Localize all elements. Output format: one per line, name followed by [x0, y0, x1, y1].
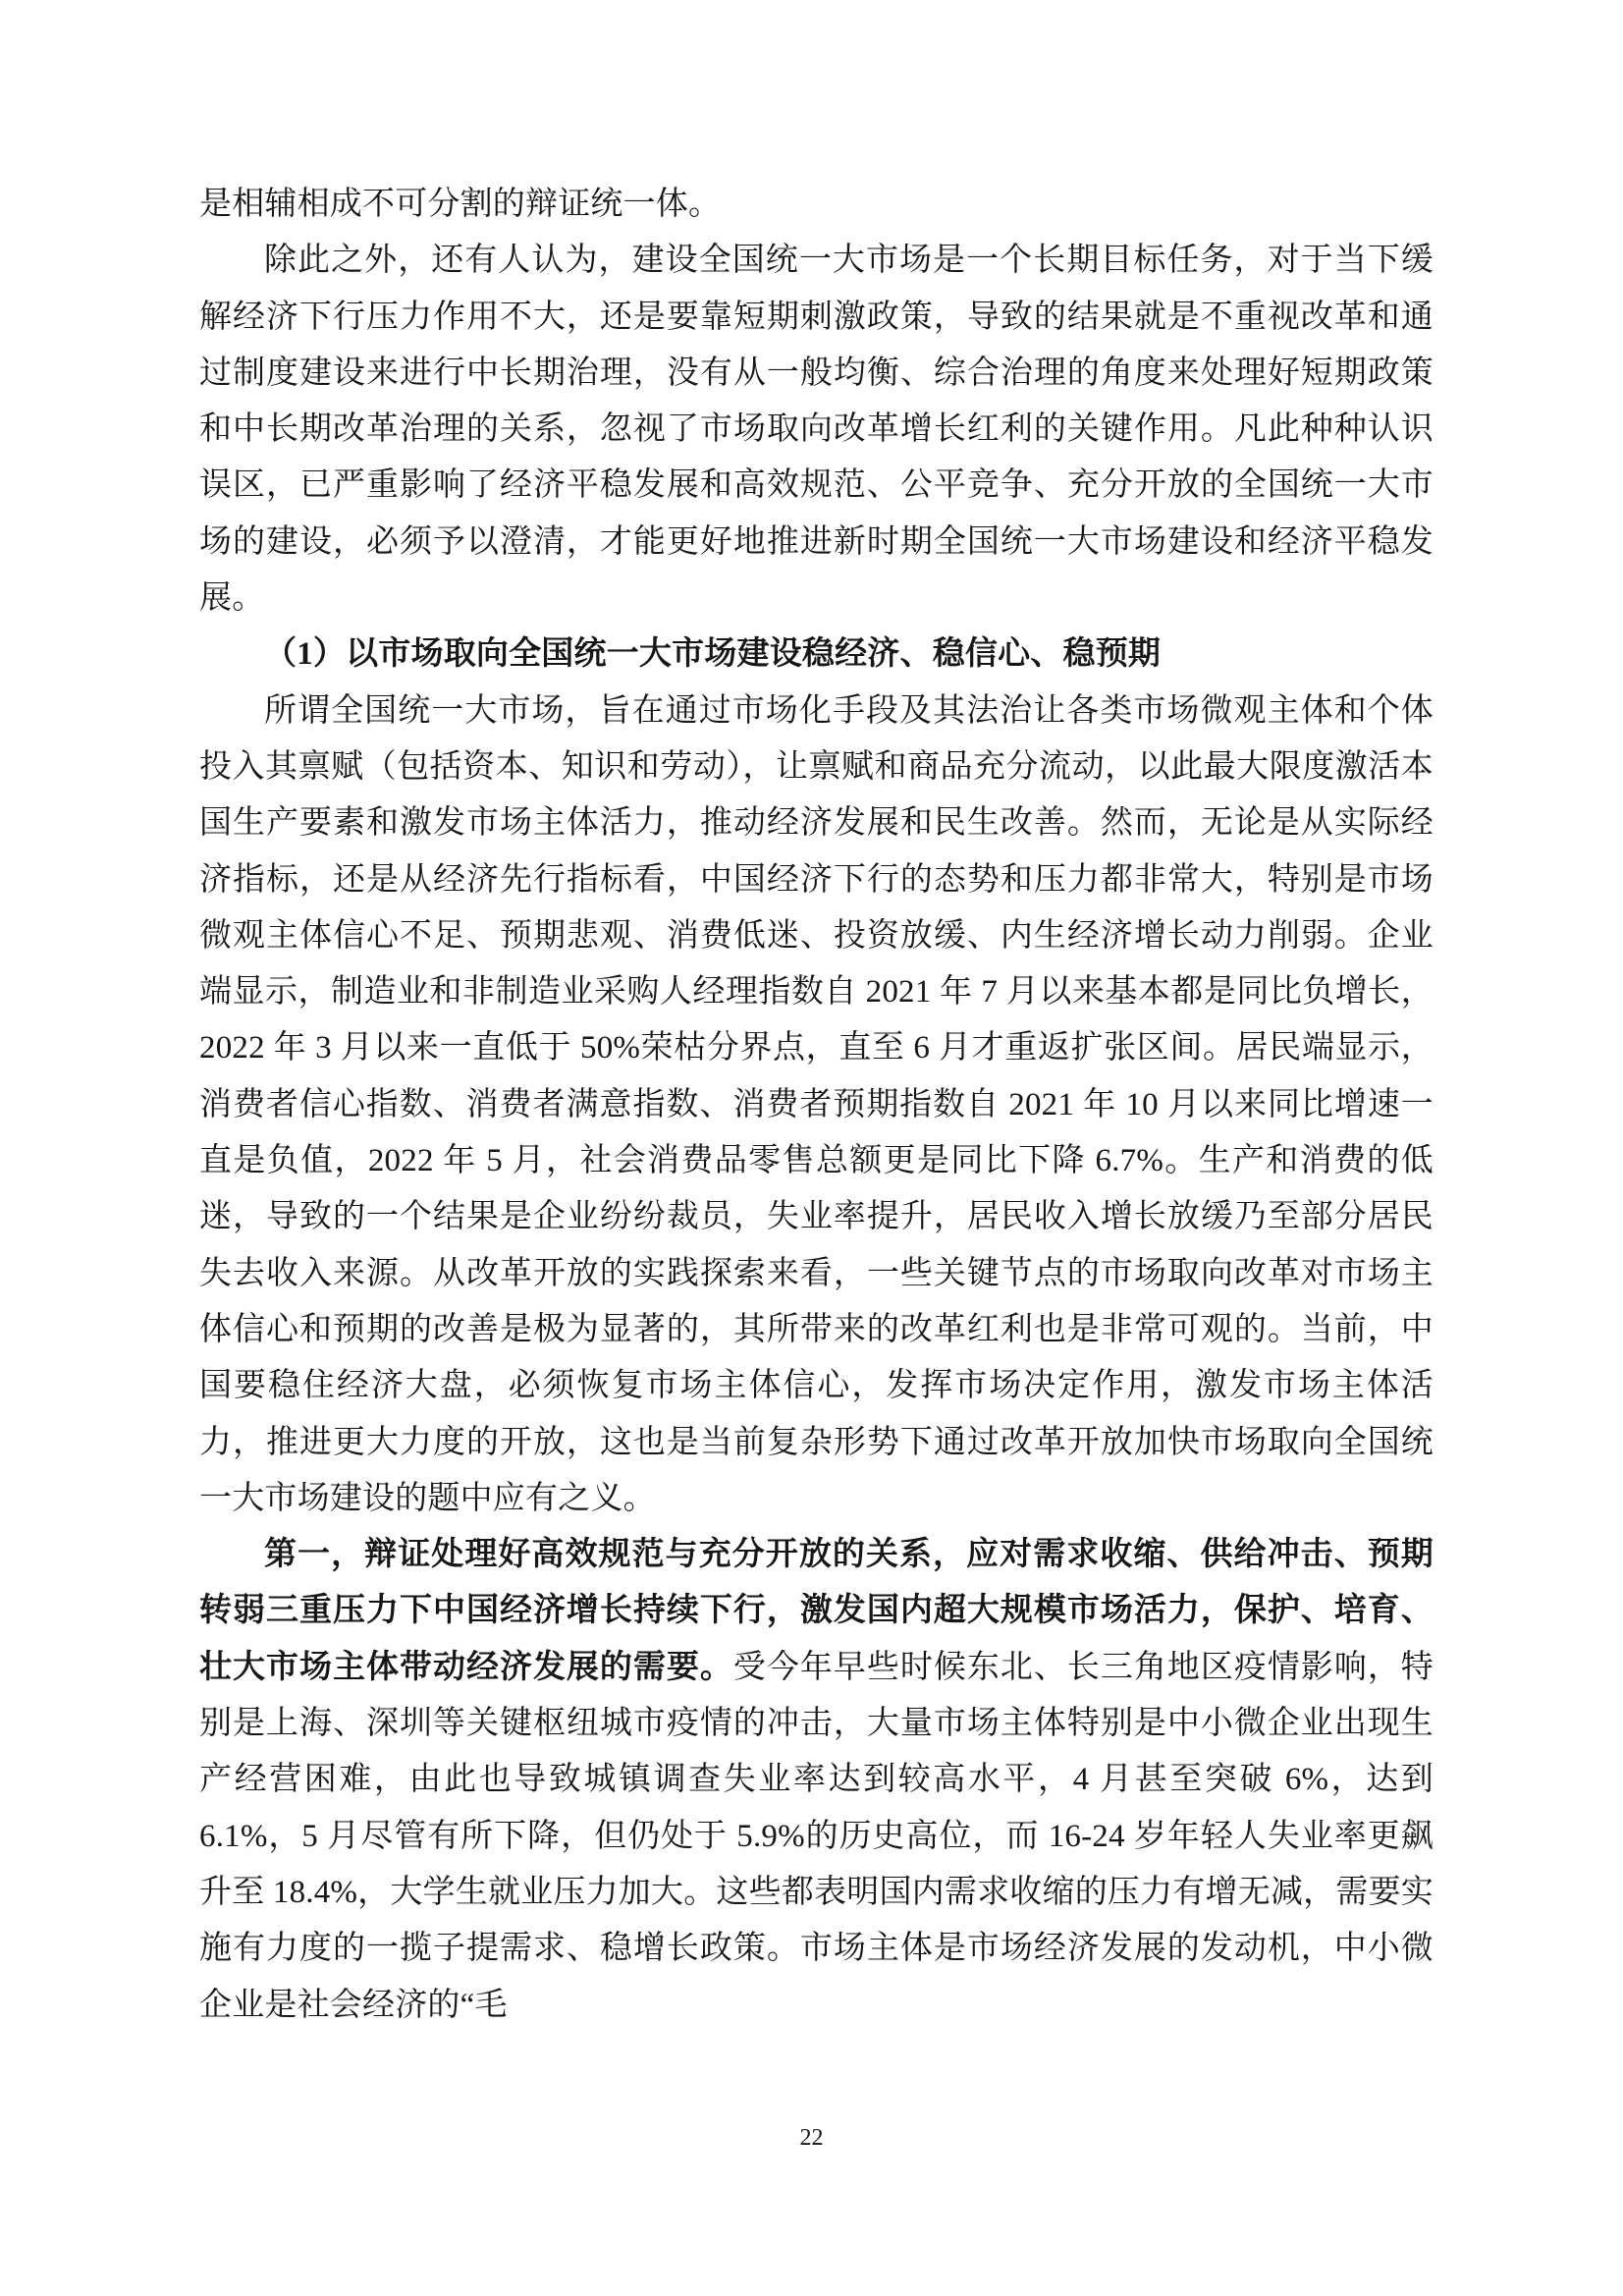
continuation-paragraph: 是相辅相成不可分割的辩证统一体。 — [199, 187, 722, 222]
paragraph-first-point-text: 受今年早些时候东北、长三角地区疫情影响，特别是上海、深圳等关键枢纽城市疫情的冲击，大量市场主体特别是中小微企业出现生产经营困难，由此也导致城镇调查失业率达到较高水平，4 月甚至突破 6%，达到 6.1%，5 月尽管有所下降，但仍处于 5.9%的历史高位，而 16-24 岁年轻人失业率更飙升至 18.4%，大学生就业压力加大。这些都表明国内需求收缩的压力有增无减，需要实施有力度的一揽子提需求、稳增长政策。市场主体是市场经济发展的发动机，中小微企业是社会经济的“毛 — [199, 1649, 1434, 2023]
paragraph-first-point — [199, 1527, 1434, 2034]
body-text — [199, 177, 1434, 2034]
paragraph-unified-market: 所谓全国统一大市场，旨在通过市场化手段及其法治让各类市场微观主体和个体投入其禀赋（包括资本、知识和劳动），让禀赋和商品充分流动，以此最大限度激活本国生产要素和激发市场主体活力，推动经济发展和民生改善。然而，无论是从实际经济指标，还是从经济先行指标看，中国经济下行的态势和压力都非常大，特别是市场微观主体信心不足、预期悲观、消费低迷、投资放缓、内生经济增长动力削弱。企业端显示，制造业和非制造业采购人经理指数自 2021 年 7 月以来基本都是同比负增长，2022 年 3 月以来一直低于 50%荣枯分界点，直至 6 月才重返扩张区间。居民端显示，消费者信心指数、消费者满意指数、消费者预期指数自 2021 年 10 月以来同比增速一直是负值，2022 年 5 月，社会消费品零售总额更是同比下降 6.7%。生产和消费的低迷，导致的一个结果是企业纷纷裁员，失业率提升，居民收入增长放缓乃至部分居民失去收入来源。从改革开放的实践探索来看，一些关键节点的市场取向改革对市场主体信心和预期的改善是极为显著的，其所带来的改革红利也是非常可观的。当前，中国要稳住经济大盘，必须恢复市场主体信心，发挥市场决定作用，激发市场主体活力，推进更大力度的开放，这也是当前复杂形势下通过改革开放加快市场取向全国统一大市场建设的题中应有之义。 — [199, 692, 1434, 1516]
section-heading: （1）以市场取向全国统一大市场建设稳经济、稳信心、稳预期 — [264, 636, 1162, 673]
paragraph-first-point-bold-lead: 第一，辩证处理好高效规范与充分开放的关系，应对需求收缩、供给冲击、预期转弱三重压力下中国经济增长持续下行，激发国内超大规模市场活力，保护、培育、壮大市场主体带动经济发展的需要。 — [199, 1537, 1434, 1685]
paragraph-misconceptions: 除此之外，还有人认为，建设全国统一大市场是一个长期目标任务，对于当下缓解经济下行压力作用不大，还是要靠短期刺激政策，导致的结果就是不重视改革和通过制度建设来进行中长期治理，没有从一般均衡、综合治理的角度来处理好短期政策和中长期改革治理的关系，忽视了市场取向改革增长红利的关键作用。凡此种种认识误区，已严重影响了经济平稳发展和高效规范、公平竞争、充分开放的全国统一大市场的建设，必须予以澄清，才能更好地推进新时期全国统一大市场建设和经济平稳发展。 — [199, 243, 1434, 617]
page-number: 22 — [799, 2125, 824, 2151]
